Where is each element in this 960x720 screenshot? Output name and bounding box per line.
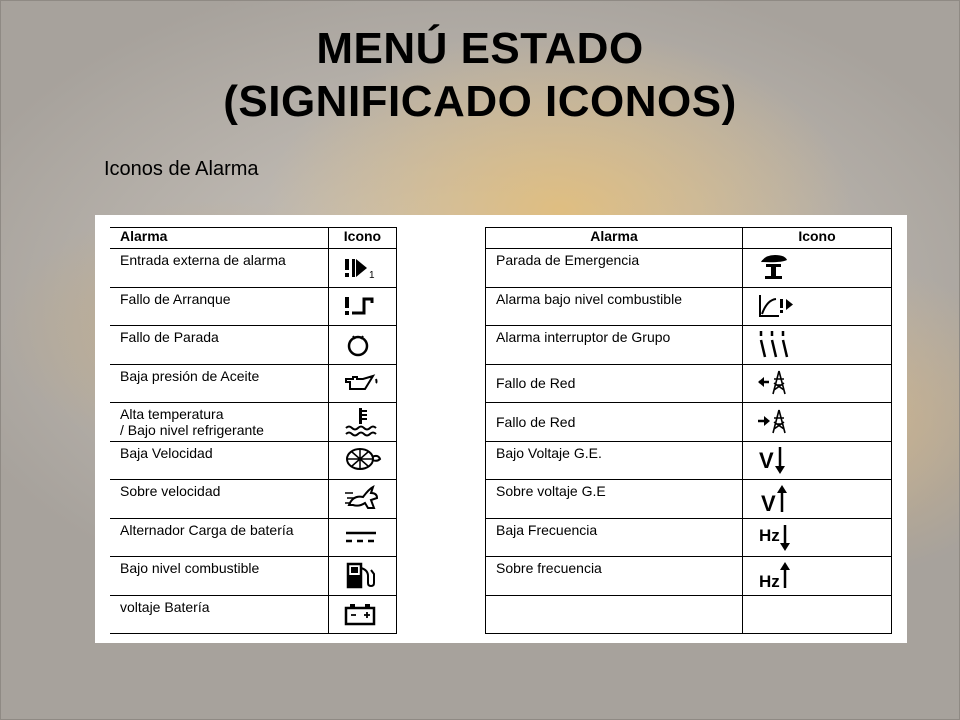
undervoltage-icon <box>757 444 801 476</box>
generator-breaker-icon <box>757 329 801 361</box>
alarm-label <box>486 595 743 634</box>
alarm-label: Baja presión de Aceite <box>110 364 328 403</box>
icon-text: V <box>759 448 774 474</box>
table-row <box>486 326 892 365</box>
alarm-label: Fallo de Red <box>486 403 743 442</box>
alarm-label: Alternador Carga de batería <box>110 518 328 557</box>
icon-cell <box>328 480 396 519</box>
icon-text: Hz <box>759 571 780 591</box>
fuel-pump-icon <box>343 561 383 591</box>
underfrequency-icon <box>757 521 801 553</box>
alarm-label: Baja Frecuencia <box>486 518 743 557</box>
table-row <box>110 287 397 326</box>
right-alarm-table <box>485 227 892 634</box>
icon-subscript: 1 <box>368 269 375 281</box>
icon-cell <box>743 326 892 365</box>
icon-cell <box>743 249 892 288</box>
header-icon: Icono <box>328 228 396 249</box>
table-row <box>486 480 892 519</box>
table-row <box>486 403 892 442</box>
header-icon: Icono <box>743 228 892 249</box>
table-row <box>486 557 892 596</box>
icon-cell <box>328 364 396 403</box>
alarm-label: Fallo de Red <box>486 364 743 403</box>
icon-cell <box>743 403 892 442</box>
table-row <box>486 287 892 326</box>
alarm-label: Entrada externa de alarma <box>110 249 328 288</box>
table-row <box>486 518 892 557</box>
emergency-stop-icon <box>757 253 797 283</box>
table-row <box>110 326 397 365</box>
alarm-label: Sobre voltaje G.E <box>486 480 743 519</box>
icon-cell <box>328 326 396 365</box>
alarm-label: voltaje Batería <box>110 595 328 634</box>
start-failure-icon <box>343 293 383 319</box>
oil-can-icon <box>343 370 383 396</box>
table-row <box>110 249 397 288</box>
table-row <box>110 557 397 596</box>
title-line-1: MENÚ ESTADO <box>316 24 644 73</box>
left-alarm-table <box>110 227 397 634</box>
table-row <box>486 441 892 480</box>
icon-cell <box>743 557 892 596</box>
icon-cell <box>328 595 396 634</box>
page-title <box>0 22 960 128</box>
turtle-icon <box>343 445 387 475</box>
icon-cell <box>328 403 396 442</box>
icon-cell <box>328 441 396 480</box>
icon-cell <box>743 518 892 557</box>
alarm-label <box>110 403 328 442</box>
icon-table-sheet <box>95 215 907 643</box>
alarm-label: Bajo nivel combustible <box>110 557 328 596</box>
coolant-temperature-icon <box>343 406 383 438</box>
icon-cell <box>328 249 396 288</box>
header-alarm: Alarma <box>486 228 743 249</box>
table-header-row <box>110 228 397 249</box>
subtitle: Iconos de Alarma <box>104 158 259 180</box>
icon-cell <box>743 441 892 480</box>
table-row <box>486 364 892 403</box>
icon-cell <box>328 518 396 557</box>
table-row <box>110 480 397 519</box>
table-row <box>486 595 892 634</box>
icon-cell <box>743 364 892 403</box>
alarm-label: Baja Velocidad <box>110 441 328 480</box>
external-alarm-icon <box>343 255 383 281</box>
dc-charge-icon <box>343 524 383 550</box>
table-header-row <box>486 228 892 249</box>
alarm-label: Bajo Voltaje G.E. <box>486 441 743 480</box>
label-line-1: Alta temperatura <box>120 406 224 422</box>
stop-failure-icon <box>343 332 383 358</box>
header-alarm: Alarma <box>110 228 328 249</box>
icon-text: Hz <box>759 526 780 546</box>
table-row <box>486 249 892 288</box>
alarm-label: Alarma interruptor de Grupo <box>486 326 743 365</box>
table-row <box>110 403 397 442</box>
fuel-level-alarm-icon <box>757 291 801 321</box>
table-row <box>110 364 397 403</box>
icon-cell <box>743 480 892 519</box>
icon-text: V <box>761 490 776 515</box>
icon-cell <box>328 557 396 596</box>
icon-cell <box>743 287 892 326</box>
battery-icon <box>343 601 383 627</box>
alarm-label: Alarma bajo nivel combustible <box>486 287 743 326</box>
title-line-2: (SIGNIFICADO ICONOS) <box>223 77 737 126</box>
alarm-label: Sobre velocidad <box>110 480 328 519</box>
table-row <box>110 595 397 634</box>
alarm-label: Fallo de Arranque <box>110 287 328 326</box>
table-row <box>110 518 397 557</box>
overfrequency-icon <box>757 560 801 592</box>
table-row <box>110 441 397 480</box>
icon-cell <box>743 595 892 634</box>
alarm-label: Fallo de Parada <box>110 326 328 365</box>
mains-failure-in-icon <box>757 369 801 397</box>
alarm-label: Sobre frecuencia <box>486 557 743 596</box>
icon-cell <box>328 287 396 326</box>
overvoltage-icon <box>757 483 801 515</box>
label-line-2: / Bajo nivel refrigerante <box>120 422 264 438</box>
alarm-label: Parada de Emergencia <box>486 249 743 288</box>
mains-failure-out-icon <box>757 408 801 436</box>
rabbit-icon <box>343 483 387 515</box>
